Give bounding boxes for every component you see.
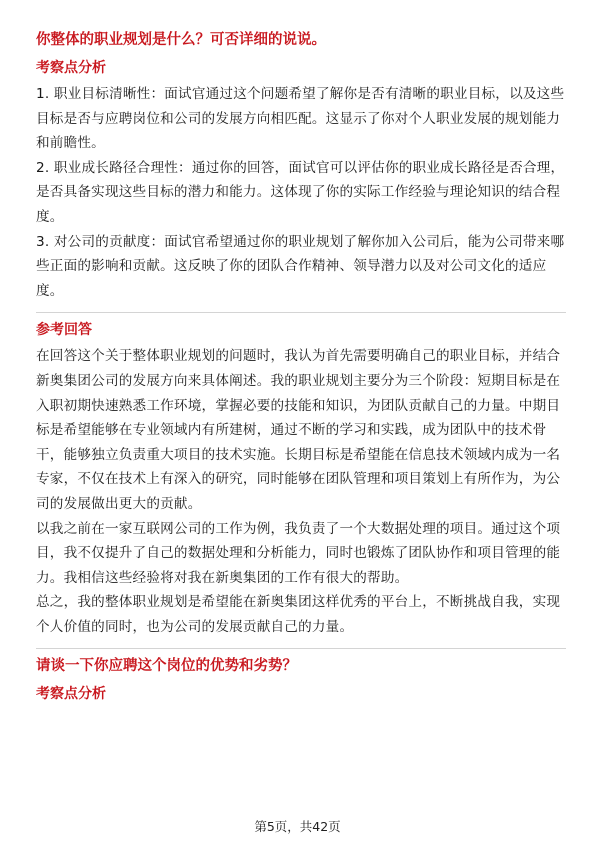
analysis-point-3: 3. 对公司的贡献度：面试官希望通过你的职业规划了解你加入公司后，能为公司带来哪些正面的影响和贡献。这反映了你的团队合作精神、领导潜力以及对公司文化的适应度。 (36, 233, 565, 299)
page-number: 第5页，共42页 (254, 819, 341, 834)
analysis-heading-2: 考察点分析 (36, 686, 106, 703)
page-content (36, 30, 566, 708)
answer-paragraph-2: 以我之前在一家互联网公司的工作为例，我负责了一个大数据处理的项目。通过这个项目，我不仅提升了自己的数据处理和分析能力，同时也锻炼了团队协作和项目管理的能力。我相信这些经验将对我在新奥集团的工作有很大的帮助。 (36, 520, 561, 586)
answer-heading: 参考回答 (36, 322, 92, 339)
answer-paragraph-3: 总之，我的整体职业规划是希望能在新奥集团这样优秀的平台上，不断挑战自我，实现个人价值的同时，也为公司的发展贡献自己的力量。 (36, 594, 561, 635)
analysis-heading: 考察点分析 (36, 60, 106, 76)
section-divider (36, 312, 566, 313)
question-divider (36, 648, 566, 649)
analysis-point-1: 1. 职业目标清晰性：面试官通过这个问题希望了解你是否有清晰的职业目标，以及这些目标是否与应聘岗位和公司的发展方向相匹配。这显示了你对个人职业发展的规划能力和前瞻性。 (36, 86, 565, 152)
answer-paragraph-1: 在回答这个关于整体职业规划的问题时，我认为首先需要明确自己的职业目标，并结合新奥集团公司的发展方向来具体阐述。我的职业规划主要分为三个阶段：短期目标是在入职初期快速熟悉工作环境，掌握必要的技能和知识，为团队贡献自己的力量。中期目标是希望能够在专业领域内有所建树，通过不断的学习和实践，成为团队中的技术骨干，能够独立负责重大项目的技术实施。长期目标是希望能在信息技术领域内成为一名专家，不仅在技术上有深入的研究，同时能够在团队管理和项目策划上有所作为，为公司的发展做出更大的贡献。 (36, 348, 561, 512)
question-1-title: 你整体的职业规划是什么？可否详细的说说。 (36, 32, 326, 48)
question-2-title: 请谈一下你应聘这个岗位的优势和劣势？ (36, 658, 297, 675)
analysis-point-2: 2. 职业成长路径合理性：通过你的回答，面试官可以评估你的职业成长路径是否合理，是否具备实现这些目标的潜力和能力。这体现了你的实际工作经验与理论知识的结合程度。 (36, 159, 565, 225)
